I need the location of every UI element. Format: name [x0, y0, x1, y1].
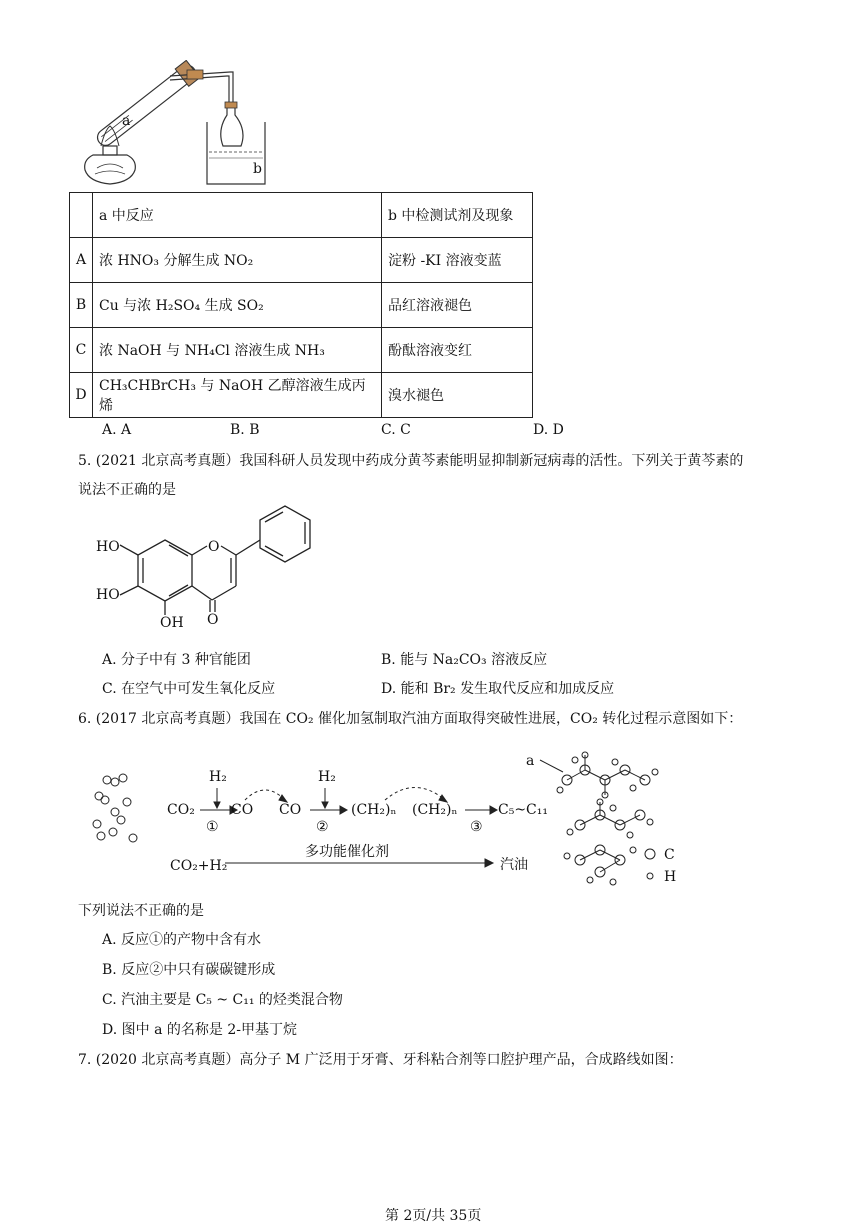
q5-stem-line1: 5. (2021 北京高考真题）我国科研人员发现中药成分黄芩素能明显抑制新冠病毒的活性。下列关于黄芩素的: [78, 453, 744, 469]
row-label: B: [70, 283, 93, 328]
scheme-co2: CO₂: [167, 802, 195, 818]
q5-option-c[interactable]: C. 在空气中可发生氧化反应: [102, 681, 276, 697]
table-row: [70, 283, 533, 328]
q4-option-a[interactable]: A. A: [102, 422, 132, 438]
q6-option-a[interactable]: A. 反应①的产物中含有水: [102, 932, 262, 948]
row-reaction: CH₃CHBrCH₃ 与 NaOH 乙醇溶液生成丙烯: [93, 373, 382, 418]
row-reaction: 浓 NaOH 与 NH₄Cl 溶液生成 NH₃: [93, 328, 382, 373]
q6-option-c[interactable]: C. 汽油主要是 C₅ ~ C₁₁ 的烃类混合物: [102, 992, 343, 1008]
table-row: [70, 328, 533, 373]
scheme-ch2n-2: (CH₂)ₙ: [412, 802, 458, 818]
baicalein-structure: [90, 500, 320, 635]
q5-option-b[interactable]: B. 能与 Na₂CO₃ 溶液反应: [381, 652, 548, 668]
scheme-h2-2: H₂: [318, 769, 336, 785]
row-label: D: [70, 373, 93, 418]
q6-stem: 6. (2017 北京高考真题）我国在 CO₂ 催化加氢制取汽油方面取得突破性进展，CO₂ 转化过程示意图如下：: [78, 711, 743, 727]
q4-option-b[interactable]: B. B: [230, 422, 260, 438]
table-header-cell: b 中检测试剂及现象: [382, 193, 533, 238]
scheme-h2-1: H₂: [209, 769, 227, 785]
scheme-step2: ②: [316, 819, 329, 835]
scheme-gasoline: 汽油: [500, 857, 528, 873]
row-test: 溴水褪色: [382, 373, 533, 418]
row-reaction: 浓 HNO₃ 分解生成 NO₂: [93, 238, 382, 283]
q5-stem-line2: 说法不正确的是: [78, 482, 176, 498]
q6-option-d[interactable]: D. 图中 a 的名称是 2-甲基丁烷: [102, 1022, 297, 1038]
row-label: A: [70, 238, 93, 283]
apparatus-figure: [75, 60, 275, 190]
apparatus-label-a: a: [122, 113, 131, 129]
legend-c: C: [664, 847, 675, 863]
row-test: 酚酞溶液变红: [382, 328, 533, 373]
scheme-c5c11: C₅~C₁₁: [498, 802, 548, 818]
row-label: C: [70, 328, 93, 373]
legend-h: H: [664, 869, 677, 885]
row-test: 品红溶液褪色: [382, 283, 533, 328]
structure-ho1: HO: [96, 539, 120, 555]
table-header-cell: a 中反应: [93, 193, 382, 238]
q6-prompt: 下列说法不正确的是: [78, 903, 204, 919]
scheme-co-1: CO: [231, 802, 254, 818]
q6-option-b[interactable]: B. 反应②中只有碳碳键形成: [102, 962, 276, 978]
table-row: [70, 373, 533, 418]
table-row: [70, 238, 533, 283]
reaction-table: [69, 192, 533, 418]
table-header-cell: [70, 193, 93, 238]
q5-option-a[interactable]: A. 分子中有 3 种官能团: [102, 652, 251, 668]
apparatus-label-b: b: [253, 161, 262, 177]
scheme-co2-h2: CO₂+H₂: [170, 858, 228, 874]
structure-oh: OH: [160, 615, 184, 631]
scheme-step1: ①: [206, 819, 219, 835]
scheme-ch2n-1: (CH₂)ₙ: [351, 802, 397, 818]
scheme-co-2: CO: [279, 802, 302, 818]
structure-ring-o: O: [208, 539, 220, 555]
structure-carbonyl-o: O: [207, 612, 219, 628]
structure-ho2: HO: [96, 587, 120, 603]
page-footer: 第 2页/共 35页: [385, 1208, 482, 1224]
scheme-catalyst: 多功能催化剂: [305, 844, 389, 860]
q5-option-d[interactable]: D. 能和 Br₂ 发生取代反应和加成反应: [381, 681, 615, 697]
q7-stem: 7. (2020 北京高考真题）高分子 M 广泛用于牙膏、牙科粘合剂等口腔护理产品，合成路线如图：: [78, 1052, 683, 1068]
scheme-label-a: a: [526, 753, 535, 769]
row-test: 淀粉 -KI 溶液变蓝: [382, 238, 533, 283]
row-reaction: Cu 与浓 H₂SO₄ 生成 SO₂: [93, 283, 382, 328]
scheme-step3: ③: [470, 819, 483, 835]
q4-option-c[interactable]: C. C: [381, 422, 411, 438]
q4-option-d[interactable]: D. D: [533, 422, 564, 438]
table-header-row: [70, 193, 533, 238]
